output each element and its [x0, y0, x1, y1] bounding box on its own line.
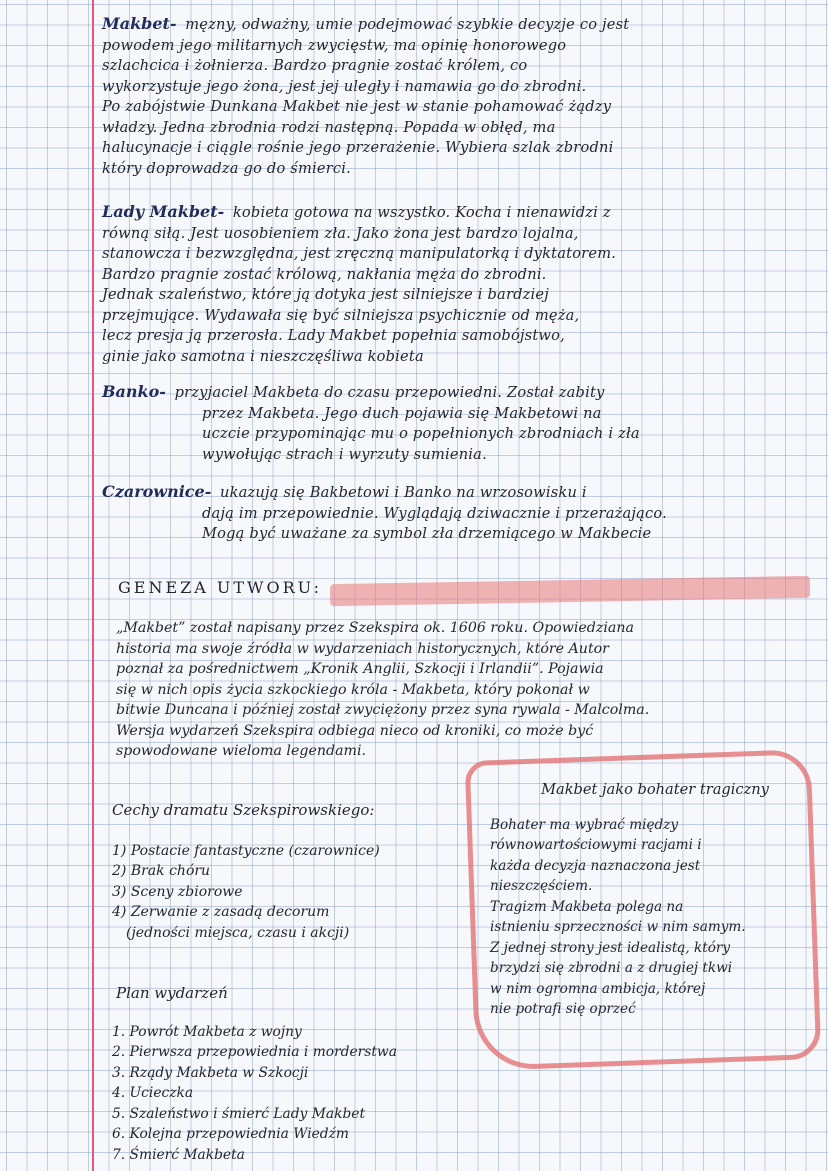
- events-plan-title: Plan wydarzeń: [116, 984, 228, 1002]
- character-banko: [102, 382, 822, 465]
- genesis-line-0: „Makbet” został napisany przez Szekspira ok. 1606 roku. Opowiedziana: [116, 620, 634, 636]
- character-lady-line-4: Jednak szaleństwo, które ją dotyka jest silniejsze i bardziej: [102, 286, 549, 303]
- character-banko-line-1: przez Makbeta. Jego duch pojawia się Makbetowi na: [202, 404, 602, 422]
- character-lady-line-2: stanowcza i bezwzględna, jest zręczną manipulatorką i dyktatorem.: [102, 245, 617, 262]
- character-lady-makbet: [102, 202, 822, 367]
- tragic-line-3: nieszczęściem.: [490, 878, 593, 894]
- list-item: 4. Ucieczka: [112, 1085, 194, 1101]
- list-item: (jedności miejsca, czasu i akcji): [126, 924, 350, 941]
- tragic-line-6: Z jednej strony jest idealistą, który: [490, 939, 731, 956]
- character-name-lady: Lady Makbet-: [102, 202, 225, 221]
- character-name-makbet: Makbet-: [102, 14, 177, 33]
- genesis-title: GENEZA UTWORU:: [118, 578, 322, 597]
- character-czarownice-line-2: Mogą być uważane za symbol zła drzemiącego w Makbecie: [202, 525, 652, 542]
- tragic-line-7: brzydzi się zbrodni a z drugiej tkwi: [490, 960, 733, 976]
- tragic-line-0: Bohater ma wybrać między: [490, 816, 679, 833]
- list-item: 6. Kolejna przepowiednia Wiedźm: [112, 1126, 349, 1142]
- tragic-hero-title: Makbet jako bohater tragiczny: [541, 781, 769, 798]
- list-item: 2. Pierwsza przepowiednia i morderstwa: [112, 1044, 397, 1060]
- list-item: 1. Powrót Makbeta z wojny: [112, 1023, 302, 1040]
- tragic-line-2: każda decyzja naznaczona jest: [490, 857, 701, 874]
- character-makbet-line-4: Po zabójstwie Dunkana Makbet nie jest w stanie pohamować żądzy: [102, 98, 612, 115]
- list-item: 3) Sceny zbiorowe: [112, 883, 243, 900]
- character-czarownice-line-1: dają im przepowiednie. Wyglądają dziwacznie i przerażająco.: [202, 504, 667, 522]
- character-lady-line-7: ginie jako samotna i nieszczęśliwa kobieta: [102, 347, 424, 365]
- tragic-hero-note: [490, 780, 820, 1020]
- character-lady-line-3: Bardzo pragnie zostać królową, nakłania męża do zbrodni.: [102, 265, 547, 283]
- character-makbet-line-0: Makbet- męzny, odważny, umie podejmować szybkie decyzje co jest: [102, 14, 630, 33]
- tragic-line-1: równowartościowymi racjami i: [490, 837, 702, 853]
- tragic-line-8: w nim ogromna ambicja, której: [490, 980, 706, 997]
- list-item: 5. Szaleństwo i śmierć Lady Makbet: [112, 1105, 365, 1122]
- list-item: 4) Zerwanie z zasadą decorum: [112, 904, 330, 920]
- notebook-margin-line: [92, 0, 94, 1171]
- character-lady-line-5: przejmujące. Wydawała się być silniejsza psychicznie od męża,: [102, 306, 580, 324]
- character-makbet-line-2: szlachcica i żołnierza. Bardzo pragnie zostać królem, co: [102, 57, 528, 74]
- genesis-line-2: poznał za pośrednictwem „Kronik Anglii, Szkocji i Irlandii”. Pojawia: [116, 661, 604, 677]
- events-plan: [112, 983, 482, 1165]
- list-item: 7. Śmierć Makbeta: [112, 1146, 245, 1163]
- character-czarownice-line-0: Czarownice- ukazują się Bakbetowi i Banko na wrzosowisku i: [102, 482, 587, 501]
- list-item: 2) Brak chóru: [112, 863, 211, 879]
- genesis-line-1: historia ma swoje źródła w wydarzeniach historycznych, które Autor: [116, 640, 609, 657]
- tragic-line-9: nie potrafi się oprzeć: [490, 1001, 636, 1017]
- drama-features-list: [112, 841, 472, 944]
- tragic-line-5: istnieniu sprzeczności w nim samym.: [490, 919, 746, 935]
- genesis-line-4: bitwie Duncana i później został zwyciężony przez syna rywala - Malcolma.: [116, 702, 650, 718]
- character-name-czarownice: Czarownice-: [102, 482, 212, 501]
- genesis-line-3: się w nich opis życia szkockiego króla - Makbeta, który pokonał w: [116, 681, 590, 698]
- character-makbet-line-7: który doprowadza go do śmierci.: [102, 159, 351, 177]
- character-czarownice: [102, 482, 822, 545]
- character-banko-line-3: wywołując strach i wyrzuty sumienia.: [202, 445, 487, 463]
- drama-features: [112, 800, 472, 943]
- genesis-line-5: Wersja wydarzeń Szekspira odbiega nieco od kroniki, co może być: [116, 722, 594, 739]
- genesis-paragraph: [116, 618, 816, 762]
- character-lady-line-0: Lady Makbet- kobieta gotowa na wszystko. Kocha i nienawidzi z: [102, 202, 611, 221]
- events-plan-list: [112, 1022, 482, 1166]
- list-item: 1) Postacie fantastyczne (czarownice): [112, 842, 380, 859]
- character-makbet-line-6: halucynacje i ciągle rośnie jego przerażenie. Wybiera szlak zbrodni: [102, 139, 614, 156]
- character-lady-line-6: lecz presja ją przerosła. Lady Makbet popełnia samobójstwo,: [102, 327, 565, 344]
- drama-features-title: Cechy dramatu Szekspirowskiego:: [112, 801, 375, 819]
- highlighter-band: [330, 576, 810, 606]
- genesis-line-6: spowodowane wieloma legendami.: [116, 743, 367, 759]
- character-makbet-line-5: władzy. Jedna zbrodnia rodzi następną. Popada w obłęd, ma: [102, 118, 556, 136]
- character-name-banko: Banko-: [102, 382, 166, 401]
- character-makbet: [102, 14, 822, 179]
- list-item: 3. Rządy Makbeta w Szkocji: [112, 1064, 309, 1081]
- character-makbet-line-1: powodem jego militarnych zwycięstw, ma opinię honorowego: [102, 36, 567, 54]
- character-makbet-line-3: wykorzystuje jego żona, jest jej uległy i namawia go do zbrodni.: [102, 77, 587, 95]
- character-banko-line-0: Banko- przyjaciel Makbeta do czasu przepowiedni. Został zabity: [102, 382, 605, 401]
- character-banko-line-2: uczcie przypominając mu o popełnionych zbrodniach i zła: [202, 425, 640, 442]
- character-lady-line-1: równą siłą. Jest uosobieniem zła. Jako żona jest bardzo lojalna,: [102, 224, 579, 242]
- tragic-line-4: Tragizm Makbeta polega na: [490, 898, 684, 915]
